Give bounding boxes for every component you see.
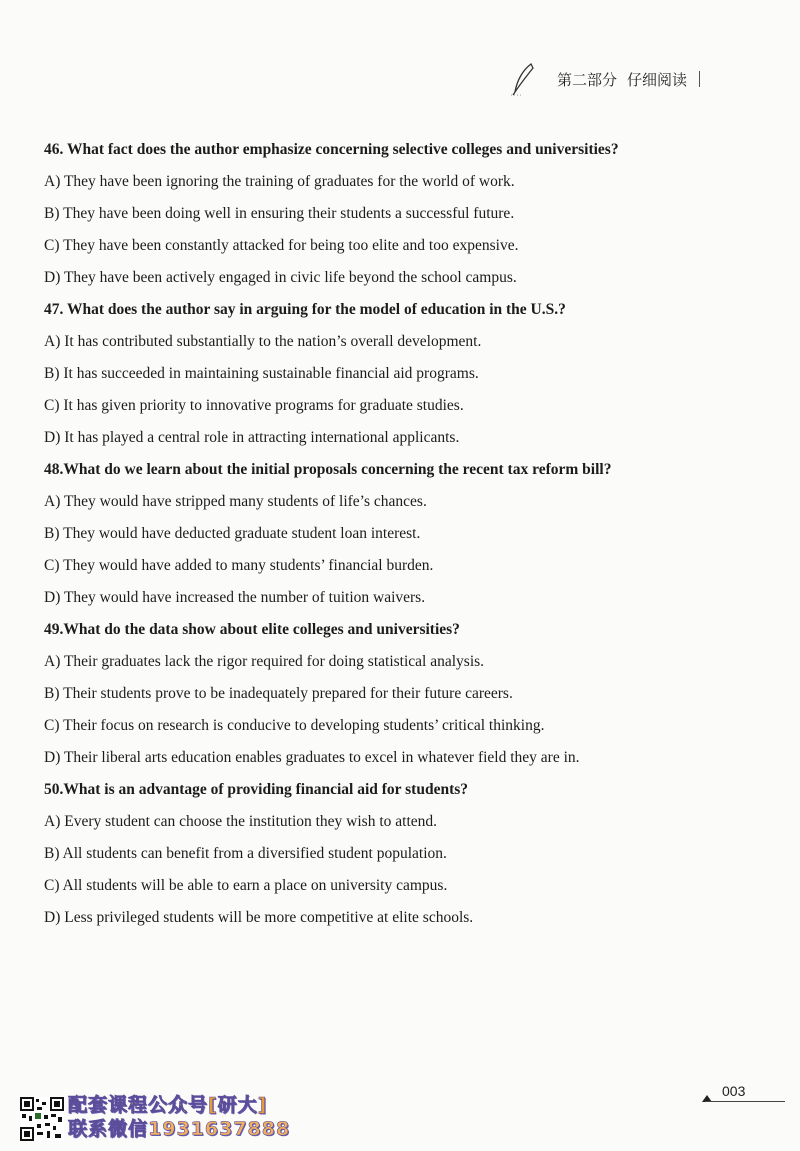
- banner-line-2: 联系微信1931637888: [68, 1118, 291, 1140]
- option-c: C) They would have added to many students’ financial burden.: [44, 557, 434, 574]
- quill-pen-icon: [509, 62, 539, 96]
- option-c: C) All students will be able to earn a place on university campus.: [44, 877, 448, 894]
- question-49: [44, 614, 744, 774]
- question-title: 50.What is an advantage of providing financial aid for students?: [44, 781, 469, 798]
- question-title: 49.What do the data show about elite colleges and universities?: [44, 621, 460, 638]
- page-header: [509, 62, 700, 96]
- page-rule: [705, 1101, 785, 1102]
- option-c: C) It has given priority to innovative programs for graduate studies.: [44, 397, 464, 414]
- option-a: A) They would have stripped many students of life’s chances.: [44, 493, 427, 510]
- header-divider: [699, 71, 700, 87]
- question-47: [44, 294, 744, 454]
- option-a: A) It has contributed substantially to the nation’s overall development.: [44, 333, 482, 350]
- option-d: D) Their liberal arts education enables graduates to excel in whatever field they are in.: [44, 749, 580, 766]
- option-b: B) They have been doing well in ensuring their students a successful future.: [44, 205, 515, 222]
- option-c: C) Their focus on research is conducive to developing students’ critical thinking.: [44, 717, 545, 734]
- question-48: [44, 454, 744, 614]
- question-list: [44, 134, 744, 934]
- banner-line-1: 配套课程公众号[研大]: [68, 1094, 268, 1116]
- part-label: 第二部分: [556, 70, 617, 89]
- option-b: B) All students can benefit from a diversified student population.: [44, 845, 447, 862]
- option-d: D) They would have increased the number of tuition waivers.: [44, 589, 426, 606]
- option-d: D) Less privileged students will be more competitive at elite schools.: [44, 909, 474, 926]
- question-46: [44, 134, 744, 294]
- question-title: 46. What fact does the author emphasize concerning selective colleges and universities?: [44, 141, 619, 158]
- option-a: A) They have been ignoring the training of graduates for the world of work.: [44, 173, 515, 190]
- option-a: A) Their graduates lack the rigor required for doing statistical analysis.: [44, 653, 485, 670]
- option-d: D) It has played a central role in attracting international applicants.: [44, 429, 460, 446]
- promo-banner: [68, 1093, 290, 1141]
- option-b: B) They would have deducted graduate student loan interest.: [44, 525, 421, 542]
- option-b: B) Their students prove to be inadequately prepared for their future careers.: [44, 685, 513, 702]
- option-b: B) It has succeeded in maintaining sustainable financial aid programs.: [44, 365, 479, 382]
- qr-code-icon: [20, 1097, 64, 1141]
- option-d: D) They have been actively engaged in civic life beyond the school campus.: [44, 269, 517, 286]
- question-title: 47. What does the author say in arguing for the model of education in the U.S.?: [44, 301, 566, 318]
- question-title: 48.What do we learn about the initial proposals concerning the recent tax reform bill?: [44, 461, 612, 478]
- option-c: C) They have been constantly attacked for being too elite and too expensive.: [44, 237, 519, 254]
- section-label: 仔细阅读: [626, 70, 687, 89]
- page-number: 003: [722, 1083, 746, 1099]
- option-a: A) Every student can choose the institution they wish to attend.: [44, 813, 438, 830]
- question-50: [44, 774, 744, 934]
